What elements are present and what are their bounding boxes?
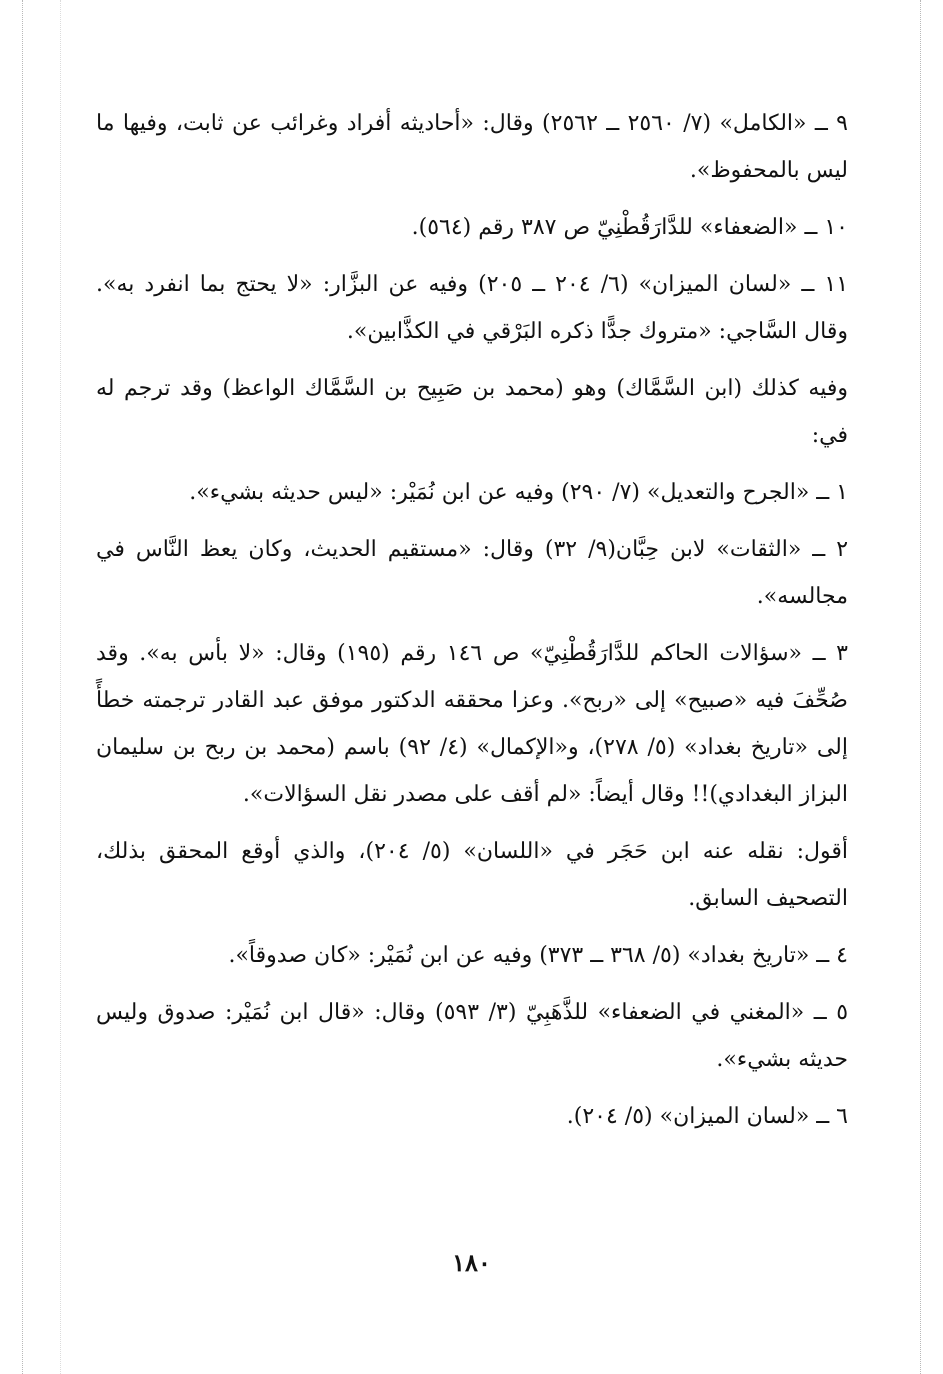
footnote-10-duafa: ١٠ ــ «الضعفاء» للدَّارَقُطْنِيّ ص ٣٨٧ رقم (٥٦٤). — [411, 215, 848, 240]
footnote-11-lisan: ١١ ــ «لسان الميزان» (٦/ ٢٠٤ ــ ٢٠٥) وفيه عن البزَّار: «لا يحتج بما انفرد به». وقال السَّاجي: «متروك جدًّا ذكره البَرْقي في الكذَّابين». — [96, 272, 849, 344]
source-1-jarh: ١ ــ «الجرح والتعديل» (٧/ ٢٩٠) وفيه عن ابن نُمَيْر: «ليس حديثه بشيء». — [189, 480, 848, 505]
source-6-lisan: ٦ ــ «لسان الميزان» (٥/ ٢٠٤). — [566, 1104, 848, 1129]
left-edge-dotted-line — [22, 0, 23, 1374]
footnote-9-kamil: ٩ ــ «الكامل» (٧/ ٢٥٦٠ ــ ٢٥٦٢) وقال: «أحاديثه أفراد وغرائب عن ثابت، وفيها ما ليس بالمحفوظ». — [96, 111, 848, 183]
page-number: ١٨٠ — [452, 1248, 491, 1277]
source-3-suaalat: ٣ ــ «سؤالات الحاكم للدَّارَقُطْنِيّ» ص ١٤٦ رقم (١٩٥) وقال: «لا بأس به». وقد صُحِّفَ فيه «صبيح» إلى «ربح». وعزا محققه الدكتور موفق عبد القادر ترجمته خطأً إلى «تاريخ بغداد» (٥/ ٢٧٨)، و«الإكمال» (٤/ ٩٢) باسم (محمد بن ربح بن سليمان البزاز البغدادي)!! وقال أيضاً: «لم أقف على مصدر نقل السؤالات». — [96, 641, 848, 807]
right-edge-dotted-line — [920, 0, 921, 1374]
source-5-mughni: ٥ ــ «المغني في الضعفاء» للذَّهَبِيّ (٣/ ٥٩٣) وقال: «قال ابن نُمَيْر: صدوق وليس حديثه بشيء». — [96, 1000, 849, 1072]
aqool-note: أقول: نقله عنه ابن حَجَر في «اللسان» (٥/ ٢٠٤)، والذي أوقع المحقق بذلك، التصحيف السابق. — [96, 839, 848, 911]
source-4-tarikh-baghdad: ٤ ــ «تاريخ بغداد» (٥/ ٣٦٨ ــ ٣٧٣) وفيه عن ابن نُمَيْر: «كان صدوقاً». — [228, 943, 848, 968]
source-2-thiqat: ٢ ــ «الثقات» لابن حِبَّان(٩/ ٣٢) وقال: «مستقيم الحديث، وكان يعظ النَّاس في مجالسه». — [96, 537, 849, 609]
page-body — [96, 100, 848, 1150]
intro-ibn-sammak: وفيه كذلك (ابن السَّمَّاك) وهو (محمد بن صَبِيح بن السَّمَّاك الواعظ) وقد ترجم له في: — [96, 376, 848, 448]
left-inner-dotted-line — [60, 0, 61, 1374]
